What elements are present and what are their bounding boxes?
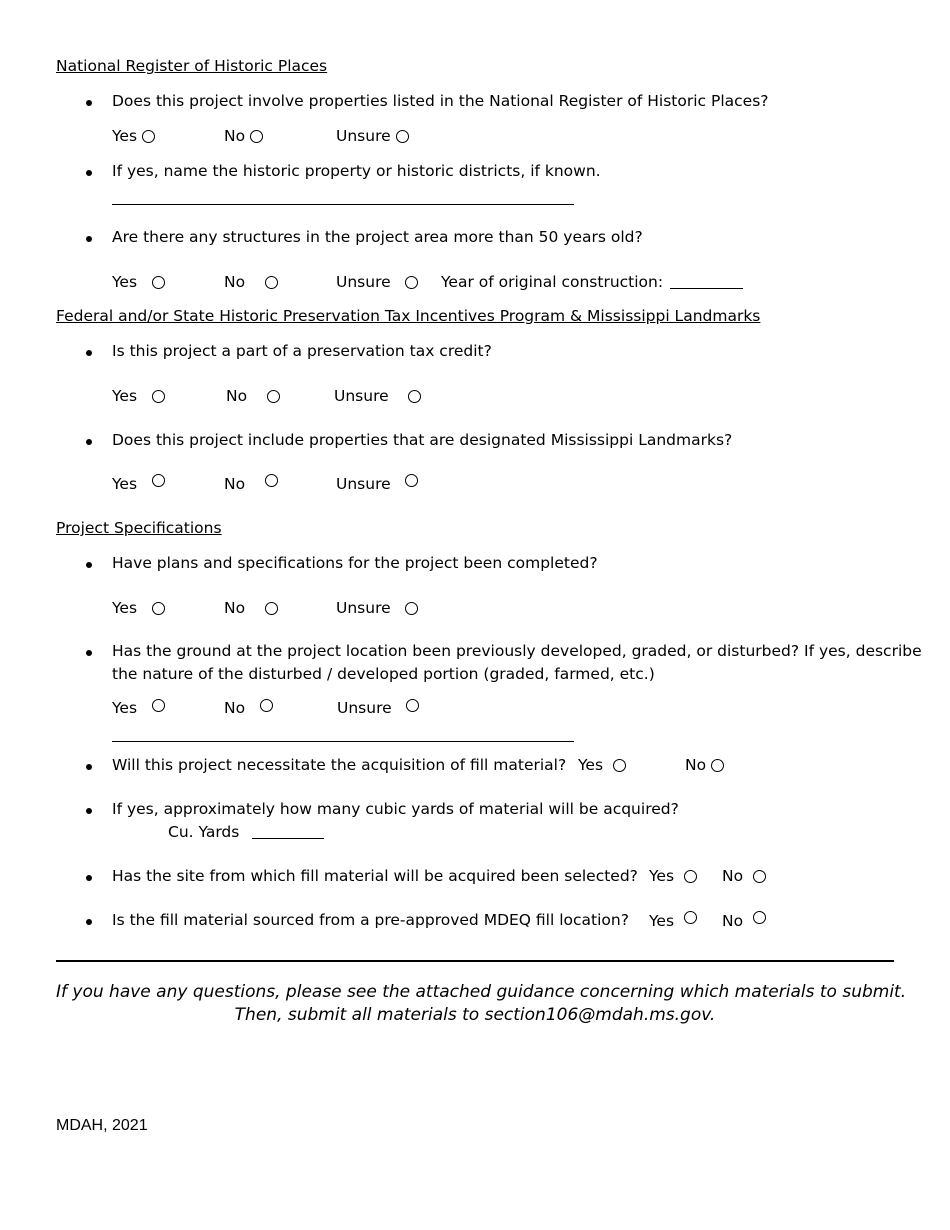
question-structures-50-years: Are there any structures in the project area more than 50 years old? [112,228,643,246]
cu-yards-label: Cu. Yards [168,823,240,841]
question-cubic-yards: If yes, approximately how many cubic yards of material will be acquired? [112,800,679,818]
guidance-note [56,981,907,1027]
radio-q4-yes[interactable] [152,390,165,403]
year-construction-input-line[interactable] [670,288,743,289]
radio-q4-unsure[interactable] [408,390,421,403]
option-q5-no[interactable]: No [224,474,278,493]
option-q1-no[interactable]: No [224,127,263,145]
radio-q7-yes[interactable] [152,699,165,712]
option-q1-yes[interactable]: Yes [112,127,155,145]
radio-q4-no[interactable] [267,390,280,403]
question-fill-site-selected: Has the site from which fill material will be acquired been selected? [112,867,638,885]
option-q10-yes[interactable]: Yes [649,867,697,885]
option-q6-no[interactable]: No [224,599,278,617]
radio-q3-yes[interactable] [152,276,165,289]
radio-q1-no[interactable] [250,130,263,143]
footer-credit: MDAH, 2021 [56,1117,148,1134]
question-mississippi-landmarks: Does this project include properties that are designated Mississippi Landmarks? [112,431,733,449]
radio-q7-no[interactable] [260,699,273,712]
option-q1-unsure[interactable]: Unsure [336,127,409,145]
guidance-note-line-2: Then, submit all materials to section106@mdah.ms.gov. [234,1005,716,1025]
option-q11-yes[interactable]: Yes [649,911,697,930]
option-q8-yes[interactable]: Yes [578,756,626,774]
radio-q3-no[interactable] [265,276,278,289]
divider [56,960,894,962]
radio-q10-no[interactable] [753,870,766,883]
option-q3-yes[interactable]: Yes [112,273,165,291]
option-q4-unsure[interactable]: Unsure [334,387,421,405]
radio-q1-unsure[interactable] [396,130,409,143]
option-q4-no[interactable]: No [226,387,280,405]
option-q5-unsure[interactable]: Unsure [336,474,418,493]
option-q7-yes[interactable]: Yes [112,699,165,717]
radio-q6-no[interactable] [265,602,278,615]
question-nrhp-listed: Does this project involve properties listed in the National Register of Historic Places? [112,92,769,110]
section-heading-nrhp: National Register of Historic Places [56,57,328,75]
question-tax-credit: Is this project a part of a preservation tax credit? [112,342,492,360]
historic-property-input-line[interactable] [112,204,574,205]
radio-q3-unsure[interactable] [405,276,418,289]
option-q10-no[interactable]: No [722,867,766,885]
question-historic-property-name: If yes, name the historic property or historic districts, if known. [112,162,601,180]
radio-q10-yes[interactable] [684,870,697,883]
radio-q8-no[interactable] [711,759,724,772]
question-plans-completed: Have plans and specifications for the project been completed? [112,554,598,572]
section-heading-tax-incentives: Federal and/or State Historic Preservation Tax Incentives Program & Mississippi Landmarks [56,307,761,325]
radio-q6-unsure[interactable] [405,602,418,615]
option-q6-yes[interactable]: Yes [112,599,165,617]
radio-q8-yes[interactable] [613,759,626,772]
question-fill-material: Will this project necessitate the acquisition of fill material? [112,756,567,774]
radio-q7-unsure[interactable] [406,699,419,712]
option-q11-no[interactable]: No [722,911,766,930]
option-q8-no[interactable]: No [685,756,724,774]
section-heading-project-specs: Project Specifications [56,519,222,537]
question-mdeq-fill-location: Is the fill material sourced from a pre-approved MDEQ fill location? [112,911,629,929]
question-ground-disturbed: Has the ground at the project location been previously developed, graded, or disturbed? If yes, describe [112,642,922,660]
radio-q1-yes[interactable] [142,130,155,143]
ground-disturbed-description-line[interactable] [112,741,574,742]
option-q4-yes[interactable]: Yes [112,387,165,405]
radio-q11-yes[interactable] [684,911,697,924]
option-q5-yes[interactable]: Yes [112,474,165,493]
cu-yards-input-line[interactable] [252,838,324,839]
radio-q5-yes[interactable] [152,474,165,487]
option-q6-unsure[interactable]: Unsure [336,599,418,617]
radio-q5-no[interactable] [265,474,278,487]
option-q3-unsure[interactable]: Unsure [336,273,418,291]
option-q7-no[interactable]: No [224,699,273,717]
radio-q11-no[interactable] [753,911,766,924]
option-q7-unsure[interactable]: Unsure [337,699,419,717]
question-ground-disturbed-cont: the nature of the disturbed / developed portion (graded, farmed, etc.) [112,665,655,683]
radio-q5-unsure[interactable] [405,474,418,487]
year-construction-label: Year of original construction: [441,273,664,291]
radio-q6-yes[interactable] [152,602,165,615]
option-q3-no[interactable]: No [224,273,278,291]
guidance-note-line-1: If you have any questions, please see the attached guidance concerning which materials to submit. [56,982,907,1002]
